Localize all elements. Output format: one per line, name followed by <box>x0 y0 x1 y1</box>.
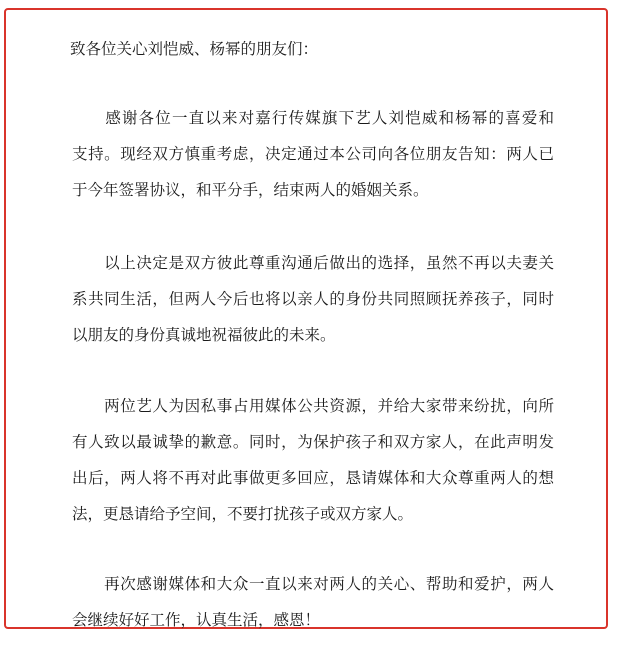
paragraph-line: 会继续好好工作，认真生活，感恩！ <box>72 611 321 629</box>
paragraph-line: 出后，两人将不再对此事做更多回应，恳请媒体和大众尊重两人的想 <box>72 469 554 487</box>
statement-document <box>4 8 608 629</box>
paragraph-line: 以上决定是双方彼此尊重沟通后做出的选择，虽然不再以夫妻关 <box>72 254 554 272</box>
letter-salutation: 致各位关心刘恺威、杨幂的朋友们： <box>70 40 319 58</box>
paragraph-3 <box>72 388 554 532</box>
paragraph-line: 两位艺人为因私事占用媒体公共资源，并给大家带来纷扰，向所 <box>72 397 554 415</box>
paragraph-line: 支持。现经双方慎重考虑，决定通过本公司向各位朋友告知：两人已 <box>72 145 554 163</box>
paragraph-line: 感谢各位一直以来对嘉行传媒旗下艺人刘恺威和杨幂的喜爱和 <box>72 109 554 127</box>
paragraph-line: 以朋友的身份真诚地祝福彼此的未来。 <box>72 326 336 344</box>
paragraph-4 <box>72 566 554 638</box>
paragraph-line: 有人致以最诚挚的歉意。同时，为保护孩子和双方家人，在此声明发 <box>72 433 554 451</box>
paragraph-line: 于今年签署协议，和平分手，结束两人的婚姻关系。 <box>72 181 429 199</box>
paragraph-line: 法，更恳请给予空间，不要打扰孩子或双方家人。 <box>72 505 414 523</box>
paragraph-line: 再次感谢媒体和大众一直以来对两人的关心、帮助和爱护，两人 <box>72 575 554 593</box>
paragraph-2 <box>72 245 554 353</box>
paragraph-line: 系共同生活，但两人今后也将以亲人的身份共同照顾抚养孩子，同时 <box>72 290 554 308</box>
paragraph-1 <box>72 100 554 208</box>
